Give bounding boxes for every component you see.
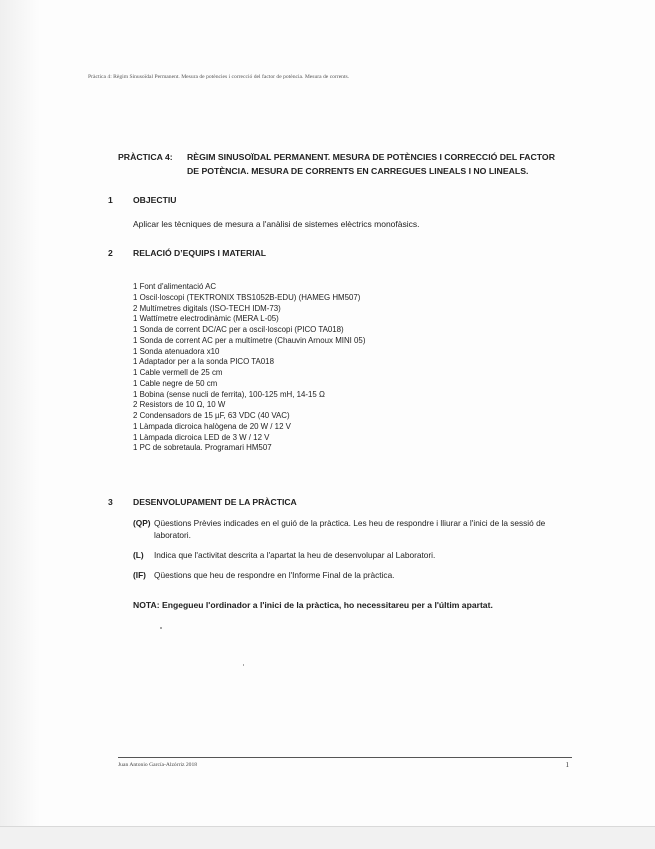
equipment-item: 2 Condensadors de 15 µF, 63 VDC (40 VAC)	[133, 411, 290, 420]
equipment-item: 1 Wattímetre electrodinàmic (MERA L-05)	[133, 314, 279, 324]
objective-text: Aplicar les tècniques de mesura a l'anàlisi de sistemes elèctrics monofàsics.	[133, 219, 420, 229]
equipment-item: 1 Adaptador per a la sonda PICO TA018	[133, 357, 274, 367]
equipment-item: 2 Multímetres digitals (ISO-TECH IDM-73)	[133, 303, 281, 313]
scan-shadow	[0, 0, 40, 848]
legend-item-if	[133, 569, 573, 581]
equipment-item: 1 Cable negre de 50 cm	[133, 378, 218, 388]
legend-item-qp	[133, 517, 573, 541]
equipment-item: 1 Sonda de corrent DC/AC per a oscil·loscopi (PICO TA018)	[133, 325, 344, 334]
section-2-heading	[108, 248, 266, 258]
equipment-item: 1 Làmpada dicroica LED de 3 W / 12 V	[133, 432, 270, 442]
equipment-item: 1 Oscil·loscopi (TEKTRONIX TBS1052B-EDU) (HAMEG HM507)	[133, 292, 361, 302]
legend-key: (IF)	[133, 570, 146, 580]
scan-speck	[243, 664, 244, 666]
legend-key: (L)	[133, 550, 144, 560]
equipment-item: 1 PC de sobretaula. Programari HM507	[133, 443, 272, 453]
practice-title-line-1: RÈGIM SINUSOÏDAL PERMANENT. MESURA DE POTÈNCIES I CORRECCIÓ DEL FACTOR	[187, 152, 555, 162]
practice-title	[118, 150, 588, 178]
equipment-item: 1 Bobina (sense nucli de ferrita), 100-125 mH, 14-15 Ω	[133, 389, 325, 399]
scan-page-edge	[0, 826, 655, 849]
section-title: RELACIÓ D’EQUIPS I MATERIAL	[133, 248, 267, 258]
equipment-item: 1 Sonda de corrent AC per a multímetre (Chauvin Arnoux MINI 05)	[133, 335, 366, 345]
note: NOTA: Engegueu l'ordinador a l'inici de la pràctica, ho necessitareu per a l'últim apartat.	[133, 600, 493, 610]
footer-divider	[118, 757, 572, 758]
section-number: 2	[108, 248, 113, 258]
running-header: Pràctica 4: Règim Sinusoïdal Permanent. Mesura de potències i correcció del factor de potència. Mesura de corrents.	[88, 74, 350, 80]
practice-title-line-2: DE POTÈNCIA. MESURA DE CORRENTS EN CARREGUES LINEALS I NO LINEALS.	[187, 166, 529, 176]
legend-description: Indica que l'activitat descrita a l'apartat la heu de desenvolupar al Laboratori.	[154, 550, 436, 560]
section-title: OBJECTIU	[133, 195, 177, 205]
legend-item-l	[133, 549, 573, 561]
practice-code: PRÀCTICA 4:	[118, 152, 173, 162]
section-number: 1	[108, 195, 113, 205]
equipment-item: 2 Resistors de 10 Ω, 10 W	[133, 400, 226, 410]
legend-key: (QP)	[133, 518, 151, 528]
legend-description: Qüestions Prèvies indicades en el guió de la pràctica. Les heu de respondre i lliurar a l'inici de la sessió de laboratori.	[154, 518, 546, 540]
section-number: 3	[108, 497, 113, 507]
equipment-item: 1 Sonda atenuadora x10	[133, 346, 220, 356]
scan-speck	[160, 627, 162, 629]
section-1-heading	[108, 195, 176, 205]
equipment-item: 1 Font d'alimentació AC	[133, 282, 217, 291]
legend-description: Qüestions que heu de respondre en l'Informe Final de la pràctica.	[154, 570, 395, 580]
section-title: DESENVOLUPAMENT DE LA PRÀCTICA	[133, 497, 297, 507]
footer-author: Juan Antonio García-Alzórriz 2018	[118, 762, 198, 768]
equipment-item: 1 Làmpada dicroica halògena de 20 W / 12 V	[133, 421, 291, 431]
equipment-list	[133, 282, 553, 454]
activity-legend	[133, 517, 573, 589]
equipment-item: 1 Cable vermell de 25 cm	[133, 368, 223, 377]
page-number: 1	[565, 761, 569, 769]
section-3-heading	[108, 497, 297, 507]
